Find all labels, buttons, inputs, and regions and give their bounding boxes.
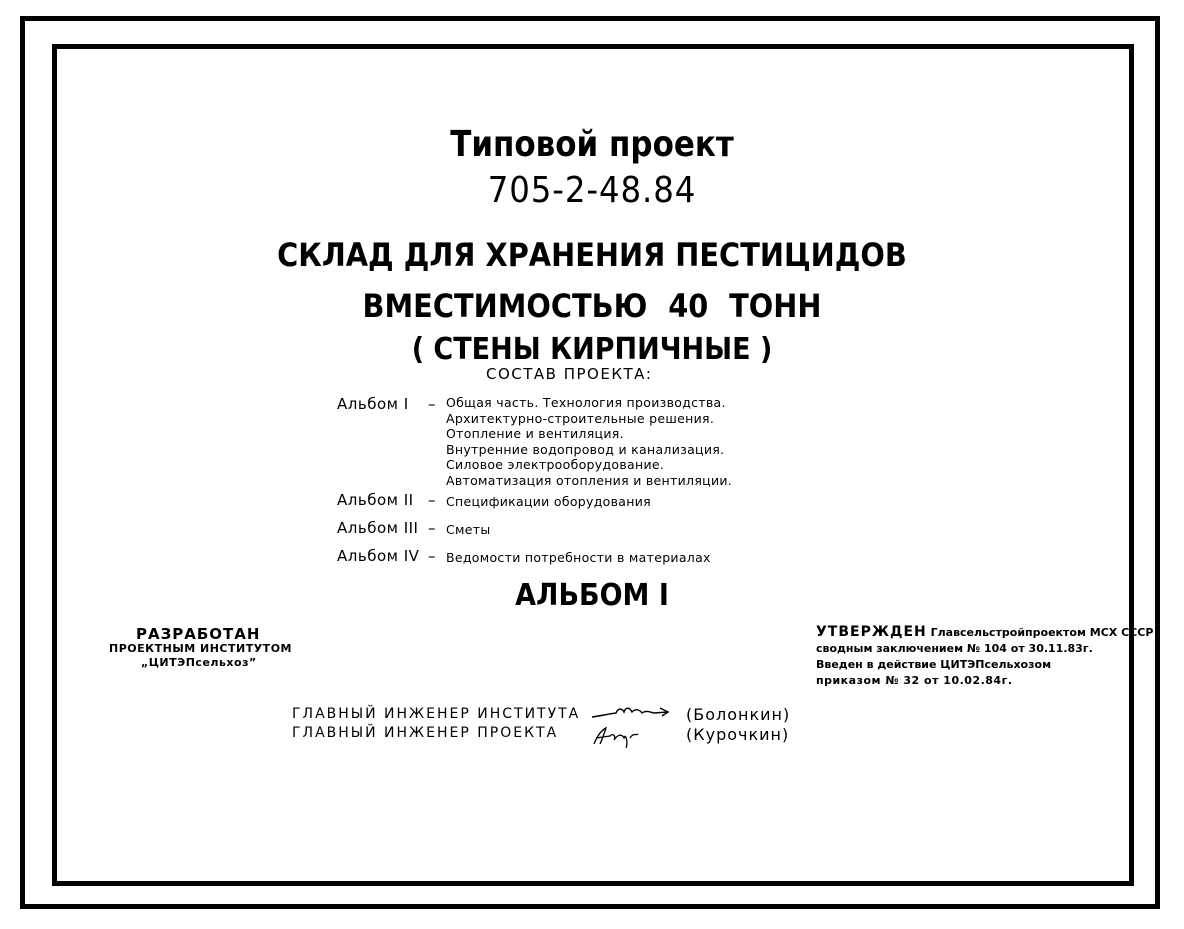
album-1-line: Общая часть. Технология производства. [446,395,726,410]
developer-line1: ПРОЕКТНЫМ ИНСТИТУТОМ [109,642,292,655]
project-code: 705-2-48.84 [487,170,697,211]
album-2-line: Спецификации оборудования [446,494,651,509]
approval-block [816,624,1153,689]
approval-approved-label: УТВЕРЖДЕН [816,624,927,640]
signature-name-institute: (Болонкин) [686,705,791,724]
signature-role-institute: ГЛАВНЫЙ ИНЖЕНЕР ИНСТИТУТА [292,706,581,722]
approval-conclusion: сводным заключением № 104 от 30.11.83г. [816,642,1093,655]
developer-title: РАЗРАБОТАН [136,625,261,643]
approval-approver: Главсельстройпроектом МСХ СССР [930,626,1154,639]
project-name-line1: СКЛАД ДЛЯ ХРАНЕНИЯ ПЕСТИЦИДОВ [277,236,907,274]
album-1-label: Альбом I [337,395,409,413]
developer-info [109,642,292,670]
album-1-line: Архитектурно-строительные решения. [446,410,715,426]
album-4-label: Альбом IV [337,547,420,565]
album-1-line: Автоматизация отопления и вентиляции. [446,472,733,488]
album-3-line: Сметы [446,522,491,537]
current-album-label: АЛЬБОМ I [515,578,669,613]
album-2-label: Альбом II [337,491,414,509]
project-name-line2: ВМЕСТИМОСТЬЮ 40 ТОНН [362,287,822,325]
album-3-label: Альбом III [337,519,419,537]
approval-order: приказом № 32 от 10.02.84г. [816,674,1013,687]
signature-role-project: ГЛАВНЫЙ ИНЖЕНЕР ПРОЕКТА [292,725,559,741]
album-1-line: Отопление и вентиляция. [446,426,624,441]
signature-project [588,724,658,750]
album-1-dash: – [428,395,436,413]
signature-institute [590,702,680,724]
contents-heading: СОСТАВ ПРОЕКТА: [486,365,653,383]
album-3-dash: – [428,519,436,537]
album-1-contents [446,395,732,488]
signature-name-project: (Курочкин) [686,725,790,744]
project-name-line3: ( СТЕНЫ КИРПИЧНЫЕ ) [411,332,773,367]
approval-enacted: Введен в действие ЦИТЭПсельхозом [816,658,1052,671]
album-4-line: Ведомости потребности в материалах [446,550,711,565]
document-title: Типовой проект [450,124,734,165]
album-1-line: Внутренние водопровод и канализация. [446,441,725,457]
album-1-line: Силовое электрооборудование. [446,457,665,472]
developer-line2: „ЦИТЭПсельхоз” [141,656,257,669]
album-2-dash: – [428,491,436,509]
album-4-dash: – [428,547,436,565]
